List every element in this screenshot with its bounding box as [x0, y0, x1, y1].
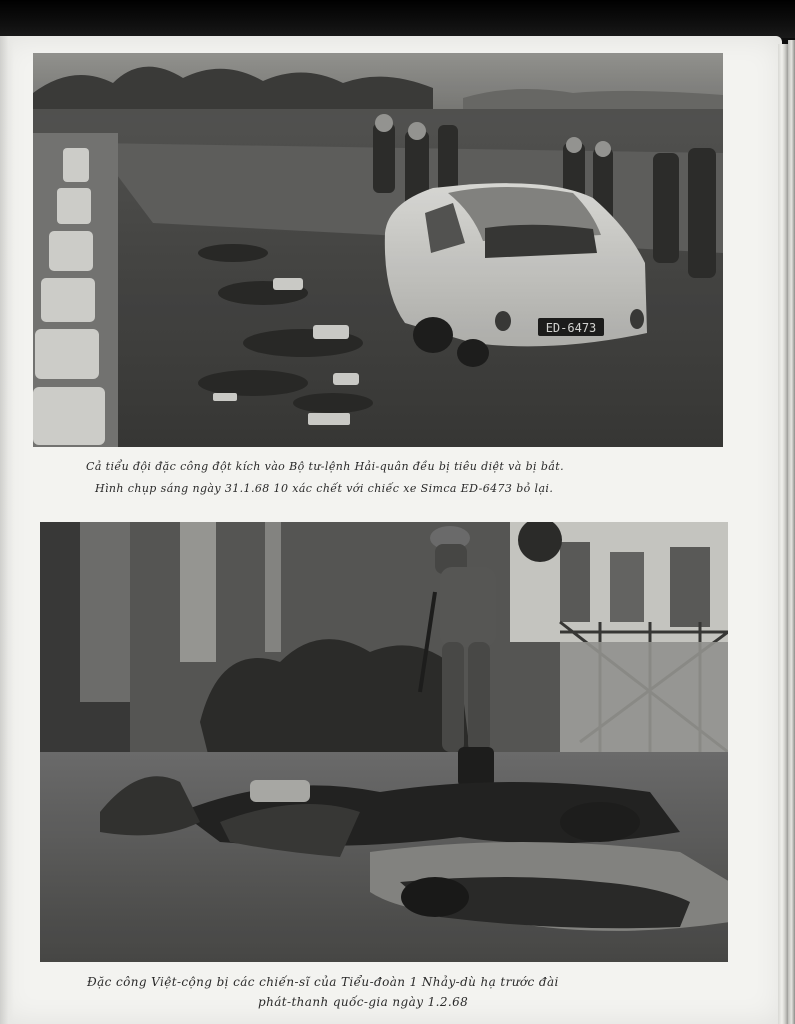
page-edge-outer — [788, 40, 795, 1024]
photo-bottom-caption-line2: phát-thanh quốc-gia ngày 1.2.68 — [258, 995, 469, 1009]
license-plate: ED-6473 — [545, 321, 597, 335]
page-edge — [778, 44, 788, 1024]
photo-navy-hq-car — [33, 53, 723, 447]
photo-bottom-caption-line1: Đặc công Việt-cộng bị các chiến-sĩ của Tiểu-đoàn 1 Nhảy-dù hạ trước đài — [87, 975, 559, 989]
photo-radio-station-soldier — [40, 522, 728, 962]
scan-top-shadow — [0, 0, 795, 38]
photo-top-caption-line2: Hình chụp sáng ngày 31.1.68 10 xác chết với chiếc xe Simca ED-6473 bỏ lại. — [95, 482, 554, 495]
book-spine-shadow — [0, 36, 14, 1024]
photo-top-caption-line1: Cả tiểu đội đặc công đột kích vào Bộ tư-lệnh Hải-quân đều bị tiêu diệt và bị bắt. — [86, 460, 564, 473]
